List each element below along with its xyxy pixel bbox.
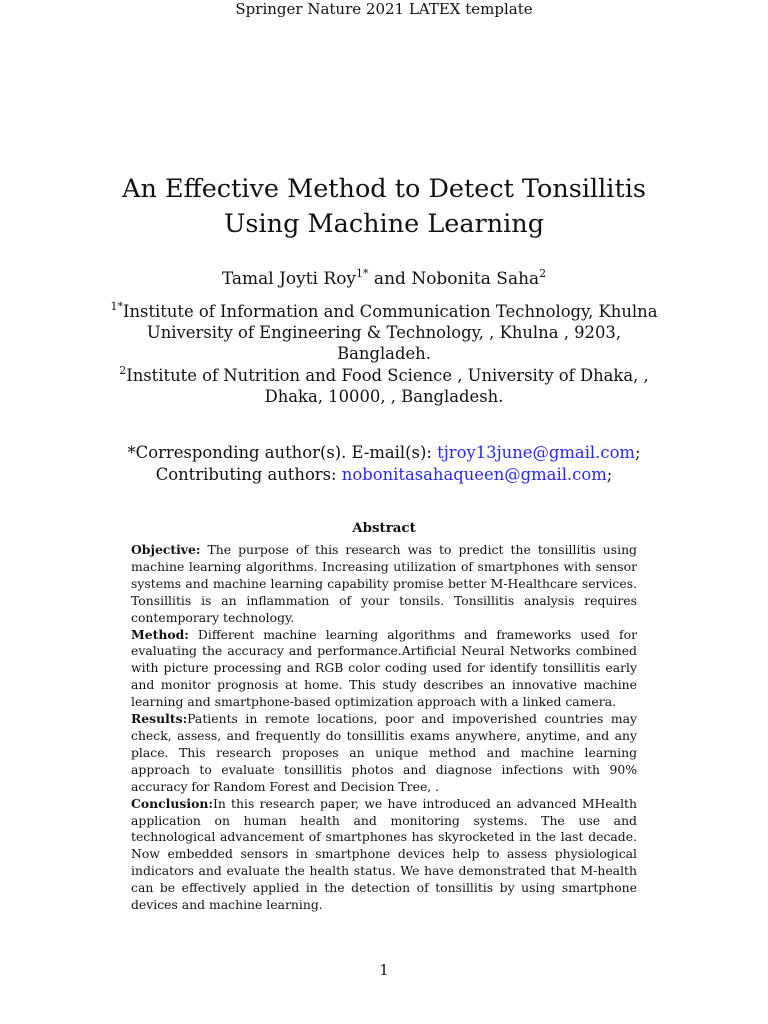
contributing-email-link[interactable]: nobonitasahaqueen@gmail.com	[341, 465, 607, 484]
section-text: The purpose of this research was to predict the tonsillitis using machine learning algorithms. Increasing utilization of smartphones with sensor systems and machine learning capability promise better M-Healthcare services. Tonsillitis is an inflammation of your tonsils. Tonsillitis analysis requires contemporary technology.	[131, 542, 637, 625]
affiliation-text: Institute of Nutrition and Food Science , University of Dhaka, , Dhaka, 10000, , Bangladesh.	[126, 365, 649, 406]
author-name: Nobonita Saha	[411, 269, 540, 289]
abstract-heading: Abstract	[352, 520, 416, 536]
contributing-label: Contributing authors:	[155, 465, 342, 484]
section-label: Objective:	[131, 542, 201, 557]
abstract-objective	[131, 542, 637, 627]
affiliation	[100, 365, 668, 407]
corresponding-line	[0, 442, 768, 464]
section-label: Conclusion:	[131, 795, 213, 811]
title-line-2: Using Machine Learning	[223, 209, 545, 239]
affiliations	[100, 301, 668, 407]
page-number: 1	[379, 961, 389, 979]
paper-title	[0, 172, 768, 242]
affiliation	[100, 301, 668, 365]
section-text: Different machine learning algorithms and frameworks used for evaluating the accuracy and performance.Artificial Neural Networks combined with picture processing and RGB color coding used for identify tonsillitis early and monitor prognosis at home. This study describes an innovative machine learning and smartphone-based optimization approach with a linked camera.	[131, 626, 637, 710]
title-line-1: An Effective Method to Detect Tonsillitis	[122, 174, 646, 204]
abstract-method	[131, 627, 637, 712]
abstract-conclusion	[131, 796, 637, 914]
corresponding-email-link[interactable]: tjroy13june@gmail.com	[437, 443, 635, 462]
section-label: Results:	[131, 711, 188, 727]
author-affiliation-mark: 1*	[356, 267, 369, 280]
author-connector: and	[368, 269, 412, 289]
author-affiliation-mark: 2	[539, 267, 547, 280]
corresponding-label: *Corresponding author(s). E-mail(s):	[127, 443, 438, 462]
author-list	[0, 267, 768, 291]
running-header: Springer Nature 2021 LATEX template	[235, 0, 533, 18]
section-label: Method:	[131, 626, 189, 642]
separator: ;	[634, 443, 641, 462]
separator: ;	[606, 465, 613, 484]
author-name: Tamal Joyti Roy	[221, 269, 357, 289]
correspondence	[0, 442, 768, 486]
affiliation-mark: 1*	[110, 300, 123, 313]
affiliation-mark: 2	[119, 363, 127, 377]
abstract-body	[131, 542, 637, 914]
contributing-line	[0, 464, 768, 486]
section-text: In this research paper, we have introduced an advanced MHealth application on human health and monitoring systems. The use and technological advancement of smartphones has skyrocketed in the last decade. Now embedded sensors in smartphone devices help to assess physiological indicators and evaluate the health status. We have demonstrated that M-health can be effectively applied in the detection of tonsillitis by using smartphone devices and machine learning.	[131, 795, 637, 913]
abstract-results	[131, 711, 637, 796]
section-text: Patients in remote locations, poor and impoverished countries may check, assess, and frequently do tonsillitis exams anywhere, anytime, and any place. This research proposes an unique method and machine learning approach to evaluate tonsillitis photos and diagnose infections with 90% accuracy for Random Forest and Decision Tree, .	[131, 711, 637, 794]
affiliation-text: Institute of Information and Communication Technology, Khulna University of Engineering & Technology, , Khulna , 9203, Bangladeh.	[123, 302, 658, 364]
